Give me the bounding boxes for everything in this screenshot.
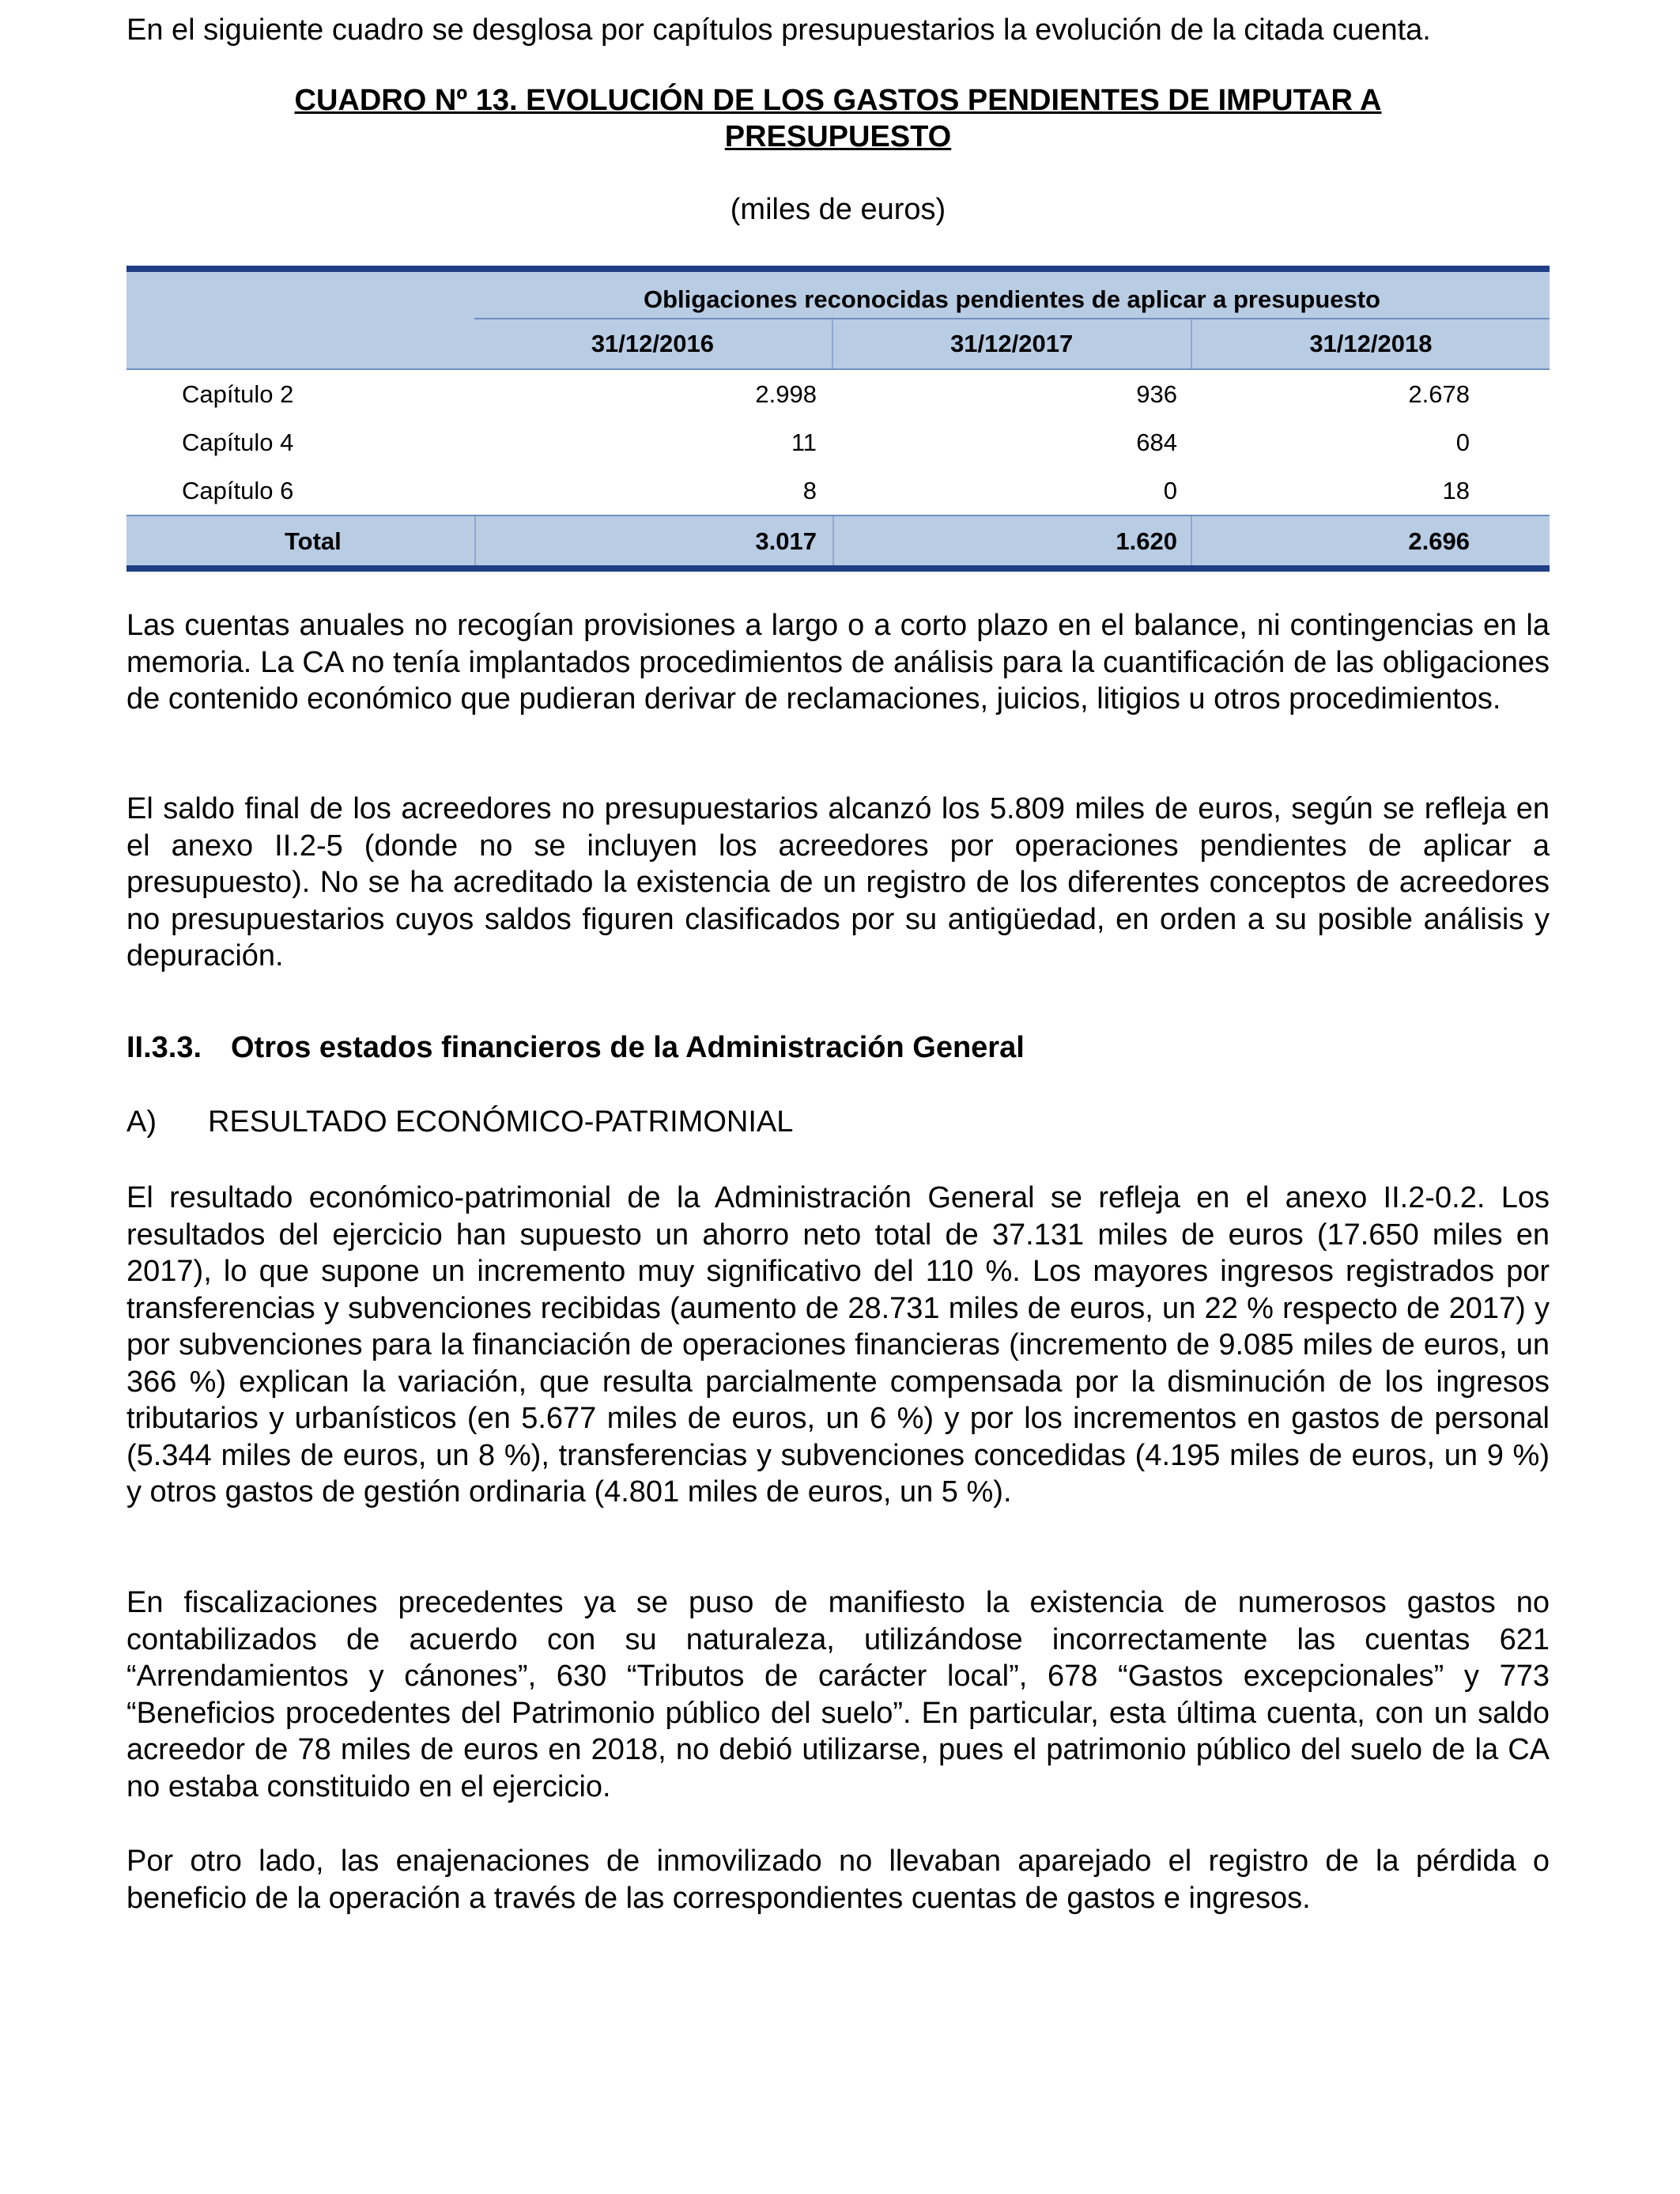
column-header-2018: 31/12/2018: [1191, 319, 1550, 368]
table-row: [126, 370, 1550, 418]
table-units: (miles de euros): [730, 193, 946, 226]
paragraph-creditors: El saldo final de los acreedores no presupuestarios alcanzó los 5.809 miles de euros, según se refleja en el anexo II.2-5 (donde no se incluyen los acreedores por operaciones pendientes de aplicar a presupuesto). No se ha acreditado la existencia de un registro de los diferentes conceptos de acreedores no presupuestarios cuyos saldos figuren clasificados por su antigüedad, en orden a su posible análisis y depuración.: [126, 792, 1550, 972]
total-value: 3.017: [474, 516, 832, 565]
cell-value: 936: [1136, 380, 1177, 408]
paragraph-disposals: Por otro lado, las enajenaciones de inmovilizado no llevaban aparejado el registro de la pérdida o beneficio de la operación a través de las correspondientes cuentas de gastos e ingresos.: [126, 1845, 1550, 1915]
row-label: Capítulo 2: [182, 380, 294, 408]
subsection-title: RESULTADO ECONÓMICO-PATRIMONIAL: [208, 1105, 794, 1139]
section-heading: [126, 1029, 1025, 1066]
total-value: 2.696: [1191, 516, 1549, 565]
cell-value: 2.998: [755, 380, 817, 408]
cell-value: 8: [802, 477, 817, 504]
table-row: [126, 418, 1550, 466]
column-header-2016: 31/12/2016: [591, 330, 714, 357]
column-header-2017: 31/12/2017: [832, 319, 1191, 368]
expenses-table: [126, 266, 1550, 572]
total-label: Total: [285, 527, 342, 555]
table-header: [126, 272, 1550, 370]
row-label: Capítulo 4: [182, 429, 294, 456]
table-bottom-border: [126, 565, 1550, 572]
row-label: Capítulo 6: [182, 477, 294, 504]
cell-value: 11: [791, 429, 817, 456]
subsection-letter: A): [126, 1105, 157, 1139]
table-total-row: [126, 515, 1550, 565]
subsection-heading: [126, 1104, 793, 1140]
table-title: [126, 82, 1550, 155]
cell-value: 18: [1442, 477, 1470, 504]
table-row: [126, 466, 1550, 515]
table-title-line-1: CUADRO Nº 13. EVOLUCIÓN DE LOS GASTOS PENDIENTES DE IMPUTAR A: [294, 84, 1382, 117]
paragraph-provisions: Las cuentas anuales no recogían provisiones a largo o a corto plazo en el balance, ni contingencias en la memoria. La CA no tenía implantados procedimientos de análisis para la cuantificación de las obligaciones de contenido económico que pudieran derivar de reclamaciones, juicios, litigios u otros procedimientos.: [126, 609, 1550, 716]
table-title-line-2: PRESUPUESTO: [724, 120, 952, 153]
paragraph-economic-result: El resultado económico-patrimonial de la Administración General se refleja en el anexo II.2-0.2. Los resultados del ejercicio han supuesto un ahorro neto total de 37.131 miles de euros (17.650 miles en 2017), lo que supone un incremento muy significativo del 110 %. Los mayores ingresos registrados por transferencias y subvenciones recibidas (aumento de 28.731 miles de euros, un 22 % respecto de 2017) y por subvenciones para la financiación de operaciones financieras (incremento de 9.085 miles de euros, un 366 %) explican la variación, que resulta parcialmente compensada por la disminución de los ingresos tributarios y urbanísticos (en 5.677 miles de euros, un 6 %) y por los incrementos en gastos de personal (5.344 miles de euros, un 8 %), transferencias y subvenciones concedidas (4.195 miles de euros, un 9 %) y otros gastos de gestión ordinaria (4.801 miles de euros, un 5 %).: [126, 1181, 1550, 1509]
cell-value: 2.678: [1408, 380, 1470, 408]
cell-value: 684: [1136, 429, 1177, 456]
total-value: 1.620: [832, 516, 1191, 565]
table-top-border: [126, 266, 1550, 272]
table-group-header: Obligaciones reconocidas pendientes de aplicar a presupuesto: [644, 285, 1380, 313]
section-number: II.3.3.: [126, 1031, 202, 1064]
cell-value: 0: [1163, 477, 1177, 504]
section-title: Otros estados financieros de la Administración General: [231, 1031, 1025, 1064]
cell-value: 0: [1455, 429, 1470, 456]
intro-paragraph: En el siguiente cuadro se desglosa por capítulos presupuestarios la evolución de la citada cuenta.: [126, 13, 1431, 47]
paragraph-previous-audits: En fiscalizaciones precedentes ya se puso de manifiesto la existencia de numerosos gastos no contabilizados de acuerdo con su naturaleza, utilizándose incorrectamente las cuentas 621 “Arrendamientos y cánones”, 630 “Tributos de carácter local”, 678 “Gastos excepcionales” y 773 “Beneficios procedentes del Patrimonio público del suelo”. En particular, esta última cuenta, con un saldo acreedor de 78 miles de euros en 2018, no debió utilizarse, pues el patrimonio público del suelo de la CA no estaba constituido en el ejercicio.: [126, 1586, 1550, 1803]
